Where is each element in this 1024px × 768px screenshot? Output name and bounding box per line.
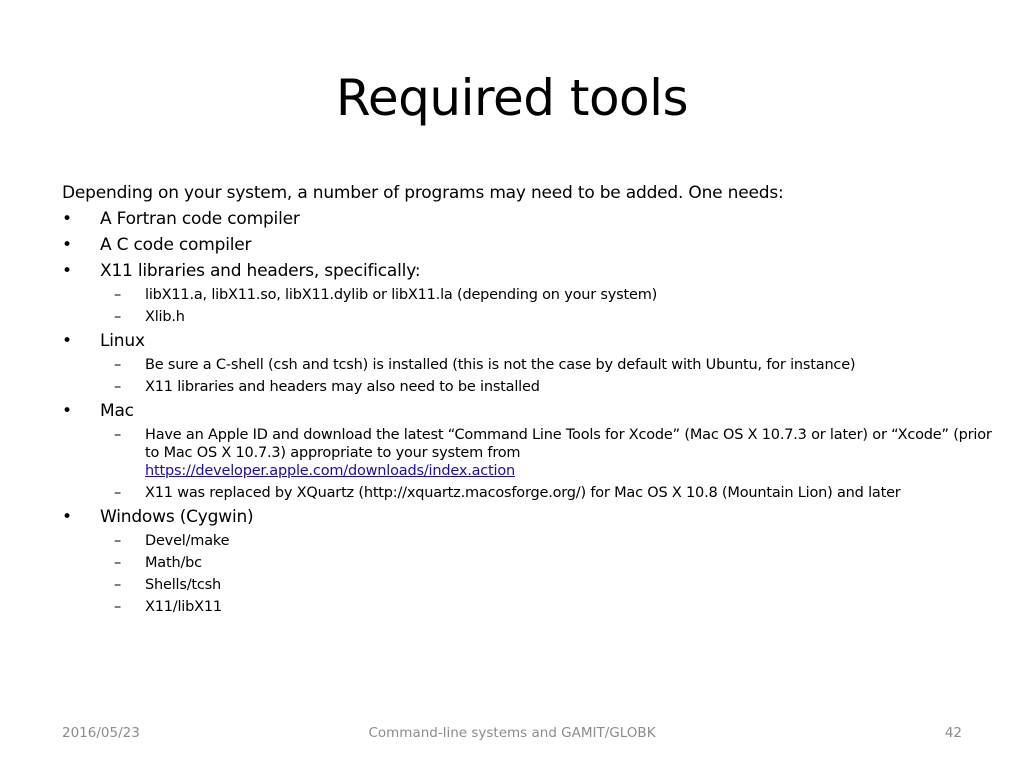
sub-item bbox=[62, 284, 992, 306]
bullet-icon: • bbox=[62, 235, 72, 255]
dash-icon: – bbox=[114, 577, 122, 593]
sub-item-label: libX11.a, libX11.so, libX11.dylib or libX11.la (depending on your system) bbox=[145, 287, 658, 303]
bullet-x11 bbox=[62, 258, 992, 284]
dash-icon: – bbox=[114, 379, 122, 395]
dash-icon: – bbox=[114, 533, 122, 549]
bullet-icon: • bbox=[62, 401, 72, 421]
bullet-fortran bbox=[62, 206, 992, 232]
dash-icon: – bbox=[114, 309, 122, 325]
slide-title: Required tools bbox=[335, 69, 689, 127]
dash-icon: – bbox=[114, 427, 122, 443]
sub-item bbox=[62, 306, 992, 328]
bullet-c-compiler bbox=[62, 232, 992, 258]
dash-icon: – bbox=[114, 357, 122, 373]
bullet-label: A Fortran code compiler bbox=[100, 209, 300, 229]
bullet-label: Linux bbox=[100, 331, 145, 351]
sub-item bbox=[62, 354, 992, 376]
slide-body bbox=[62, 180, 992, 618]
bullet-label: A C code compiler bbox=[100, 235, 252, 255]
dash-icon: – bbox=[114, 485, 122, 501]
bullet-label: X11 libraries and headers, specifically: bbox=[100, 261, 421, 281]
footer-title: Command-line systems and GAMIT/GLOBK bbox=[368, 725, 656, 741]
sub-item-label: Devel/make bbox=[145, 533, 230, 549]
sub-item-label: Have an Apple ID and download the latest “Command Line Tools for Xcode” (Mac OS X 10.7.3 or later) or “Xcode” (prior to Mac OS X 10.7.3) appropriate to your system from bbox=[145, 427, 992, 461]
sub-item bbox=[62, 482, 992, 504]
sub-item-label: X11 was replaced by XQuartz (http://xquartz.macosforge.org/) for Mac OS X 10.8 (Mountain Lion) and later bbox=[145, 485, 901, 501]
footer-date: 2016/05/23 bbox=[62, 725, 140, 741]
sub-item-label: X11/libX11 bbox=[145, 599, 222, 615]
sub-item-label: Math/bc bbox=[145, 555, 202, 571]
sub-item bbox=[62, 376, 992, 398]
bullet-windows bbox=[62, 504, 992, 530]
sub-item bbox=[62, 552, 992, 574]
bullet-icon: • bbox=[62, 331, 72, 351]
sub-item-label: Be sure a C-shell (csh and tcsh) is installed (this is not the case by default with Ubuntu, for instance) bbox=[145, 357, 856, 373]
page-number: 42 bbox=[944, 725, 962, 741]
bullet-icon: • bbox=[62, 261, 72, 281]
bullet-mac bbox=[62, 398, 992, 424]
sub-item bbox=[62, 424, 992, 482]
bullet-icon: • bbox=[62, 209, 72, 229]
sub-item bbox=[62, 574, 992, 596]
dash-icon: – bbox=[114, 599, 122, 615]
bullet-linux bbox=[62, 328, 992, 354]
bullet-icon: • bbox=[62, 507, 72, 527]
intro-text: Depending on your system, a number of programs may need to be added. One needs: bbox=[62, 183, 784, 203]
sub-item-label: Xlib.h bbox=[145, 309, 185, 325]
dash-icon: – bbox=[114, 555, 122, 571]
sub-item-label: Shells/tcsh bbox=[145, 577, 222, 593]
sub-item bbox=[62, 596, 992, 618]
bullet-label: Mac bbox=[100, 401, 134, 421]
bullet-label: Windows (Cygwin) bbox=[100, 507, 254, 527]
dash-icon: – bbox=[114, 287, 122, 303]
apple-downloads-link[interactable]: https://developer.apple.com/downloads/index.action bbox=[145, 463, 516, 479]
sub-item bbox=[62, 530, 992, 552]
sub-item-label: X11 libraries and headers may also need to be installed bbox=[145, 379, 540, 395]
